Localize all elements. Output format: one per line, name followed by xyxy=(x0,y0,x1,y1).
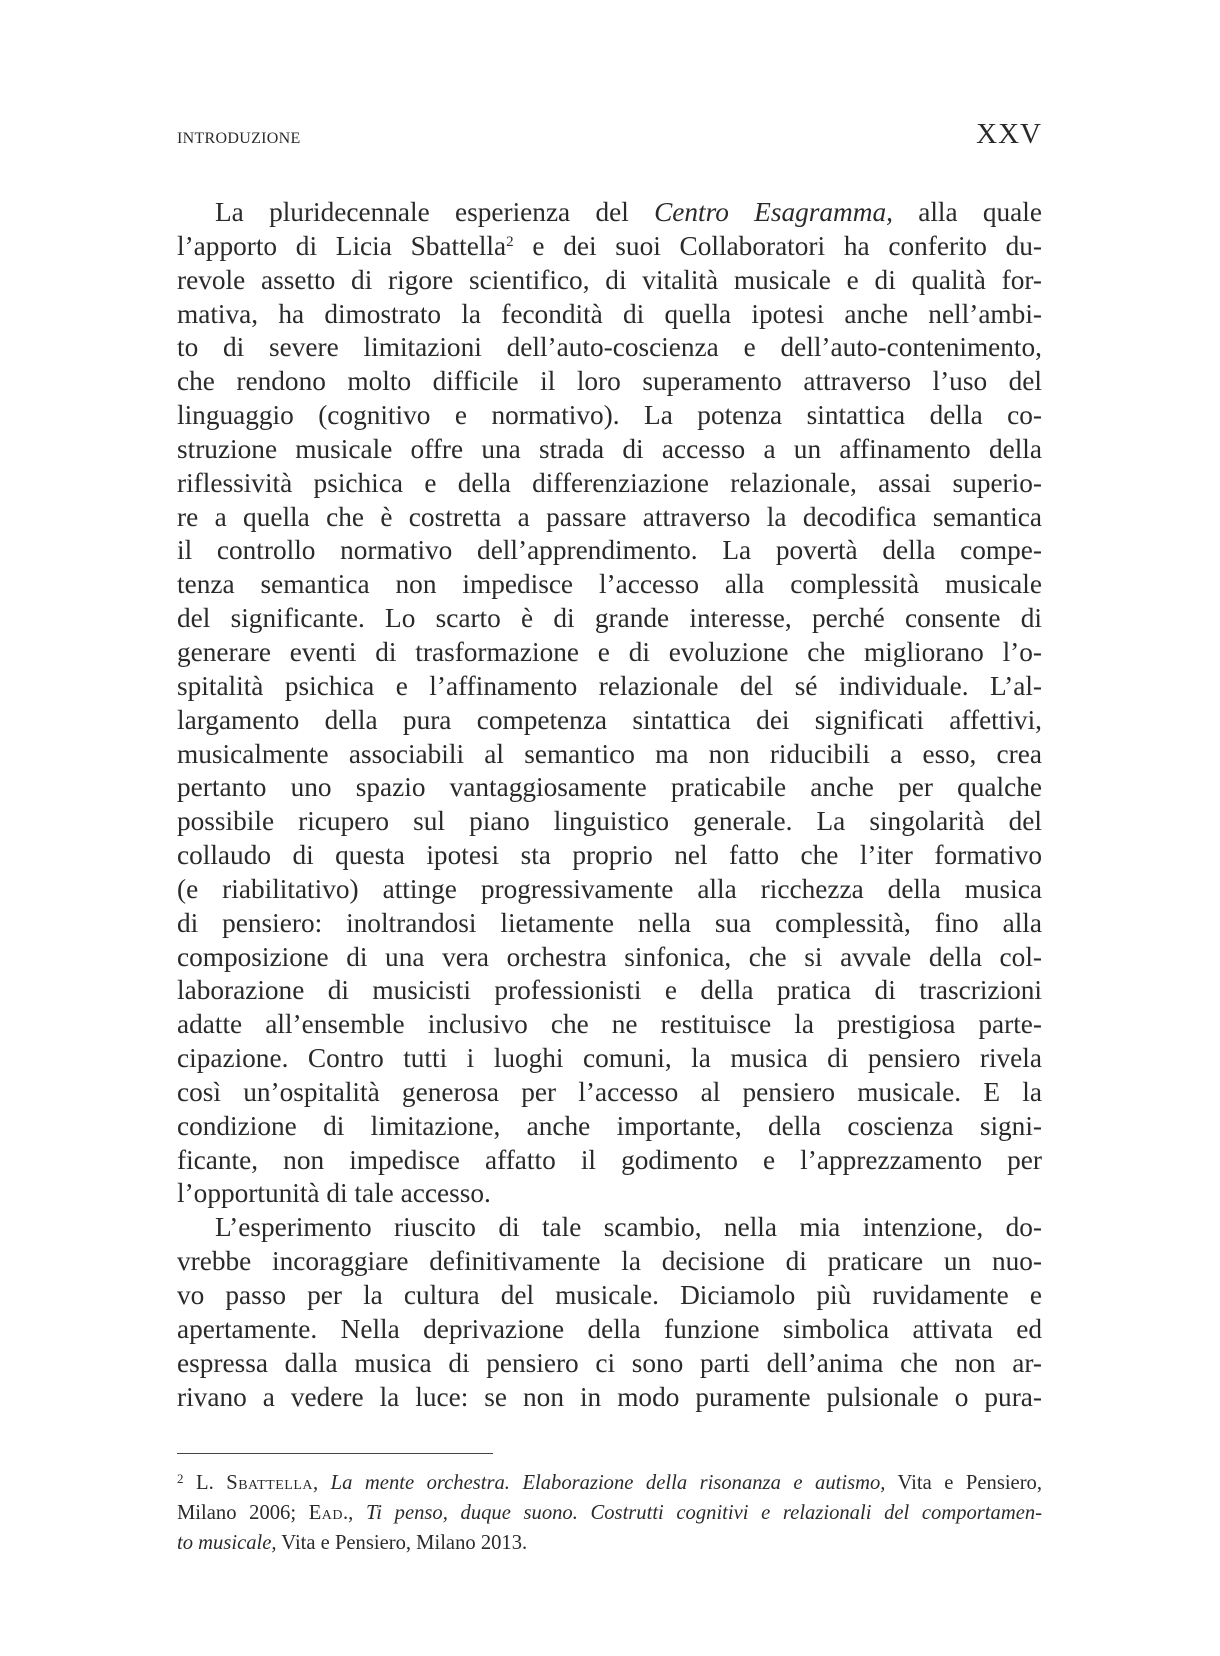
text-line: rivano a vedere la luce: se non in modo puramente pulsionale o pura- xyxy=(177,1381,1042,1412)
text-line: pertanto uno spazio vantaggiosamente praticabile anche per qualche xyxy=(177,772,1042,803)
text-line: che rendono molto difficile il loro superamento attraverso l’uso del xyxy=(177,366,1042,397)
text-line: mativa, ha dimostrato la fecondità di quella ipotesi anche nell’ambi- xyxy=(177,298,1042,329)
text-line: cipazione. Contro tutti i luoghi comuni, la musica di pensiero rivela xyxy=(177,1043,1042,1074)
text-line: to di severe limitazioni dell’auto-coscienza e dell’auto-contenimento, xyxy=(177,332,1042,363)
text-line: composizione di una vera orchestra sinfonica, che si avvale della col- xyxy=(177,941,1042,972)
text-line: di pensiero: inoltrandosi lietamente nella sua complessità, fino alla xyxy=(177,907,1042,938)
running-header xyxy=(177,118,1042,158)
text-line: l’apporto di Licia Sbattella$^2$ e dei suoi Collaboratori ha conferito du- xyxy=(177,230,1042,261)
text-line: vo passo per la cultura del musicale. Diciamolo più ruvidamente e xyxy=(177,1280,1042,1310)
text-line: revole assetto di rigore scientifico, di vitalità musicale e di qualità for- xyxy=(177,264,1042,295)
text-line: collaudo di questa ipotesi sta proprio nel fatto che l’iter formativo xyxy=(177,840,1042,871)
text-line: largamento della pura competenza sintattica dei significati affettivi, xyxy=(177,704,1042,735)
text-line: l’opportunità di tale accesso. xyxy=(177,1178,491,1209)
text-line: adatte all’ensemble inclusivo che ne restituisce la prestigiosa parte- xyxy=(177,1009,1042,1040)
text-line: re a quella che è costretta a passare attraverso la decodifica semantica xyxy=(177,501,1042,532)
text-line: apertamente. Nella deprivazione della funzione simbolica attivata ed xyxy=(177,1313,1042,1344)
text-line: struzione musicale offre una strada di accesso a un affinamento della xyxy=(177,433,1042,464)
book-title: La mente orchestra. Elaborazione della risonanza e autismo, xyxy=(330,1472,886,1494)
footnote xyxy=(177,1468,1042,1558)
text-line: del significante. Lo scarto è di grande interesse, perché consente di xyxy=(177,603,1042,634)
text-line: L’esperimento riuscito di tale scambio, nella mia intenzione, do- xyxy=(215,1212,1042,1243)
footnote-line: Milano 2006; Ead., Ti penso, duque suono. Costrutti cognitivi e relazionali del comportamen- xyxy=(177,1502,1042,1524)
running-head-title: INTRODUZIONE xyxy=(177,130,301,147)
text-line: ficante, non impedisce affatto il godimento e l’apprezzamento per xyxy=(177,1144,1042,1175)
author-name: Sbattella xyxy=(226,1472,313,1494)
text-line: espressa dalla musica di pensiero ci sono parti dell’anima che non ar- xyxy=(177,1347,1042,1378)
text-line: La pluridecennale esperienza del Centro Esagramma, alla quale xyxy=(215,197,1042,227)
text-line: generare eventi di trasformazione e di evoluzione che migliorano l’o- xyxy=(177,636,1042,667)
text-line: (e riabilitativo) attinge progressivamente alla ricchezza della musica xyxy=(177,873,1042,904)
footnote-number: 2 xyxy=(177,1471,184,1486)
text-line: musicalmente associabili al semantico ma non riducibili a esso, crea xyxy=(177,738,1042,769)
text-line: riflessività psichica e della differenziazione relazionale, assai superio- xyxy=(177,467,1042,498)
text-line: vrebbe incoraggiare definitivamente la decisione di praticare un nuo- xyxy=(177,1246,1042,1277)
footnote-line: $^2$ L. Sbattella, La mente orchestra. Elaborazione della risonanza e autismo, Vita e Pensiero, xyxy=(177,1471,1042,1494)
page-number: XXV xyxy=(976,118,1042,150)
author-abbrev: Ead xyxy=(308,1502,344,1524)
book-title: Ti penso, duque suono. Costrutti cognitivi e relazionali del comportamen- xyxy=(365,1502,1042,1524)
italic-title: Centro Esagramma, xyxy=(654,197,893,227)
text-line: tenza semantica non impedisce l’accesso alla complessità musicale xyxy=(177,569,1042,600)
book-title: to musicale, xyxy=(177,1532,277,1554)
text-line: il controllo normativo dell’apprendimento. La povertà della compe- xyxy=(177,535,1042,566)
text-line: laborazione di musicisti professionisti e della pratica di trascrizioni xyxy=(177,975,1042,1006)
body-text xyxy=(177,196,1042,1414)
footnote-line: to musicale, Vita e Pensiero, Milano 2013. xyxy=(177,1532,528,1554)
footnote-reference: 2 xyxy=(506,233,514,250)
text-line: possibile ricupero sul piano linguistico generale. La singolarità del xyxy=(177,806,1042,837)
footnote-divider xyxy=(177,1453,493,1454)
text-line: linguaggio (cognitivo e normativo). La potenza sintattica della co- xyxy=(177,400,1042,431)
text-line: così un’ospitalità generosa per l’accesso al pensiero musicale. E la xyxy=(177,1076,1042,1107)
text-line: spitalità psichica e l’affinamento relazionale del sé individuale. L’al- xyxy=(177,670,1042,701)
text-line: condizione di limitazione, anche importante, della coscienza signi- xyxy=(177,1110,1042,1141)
